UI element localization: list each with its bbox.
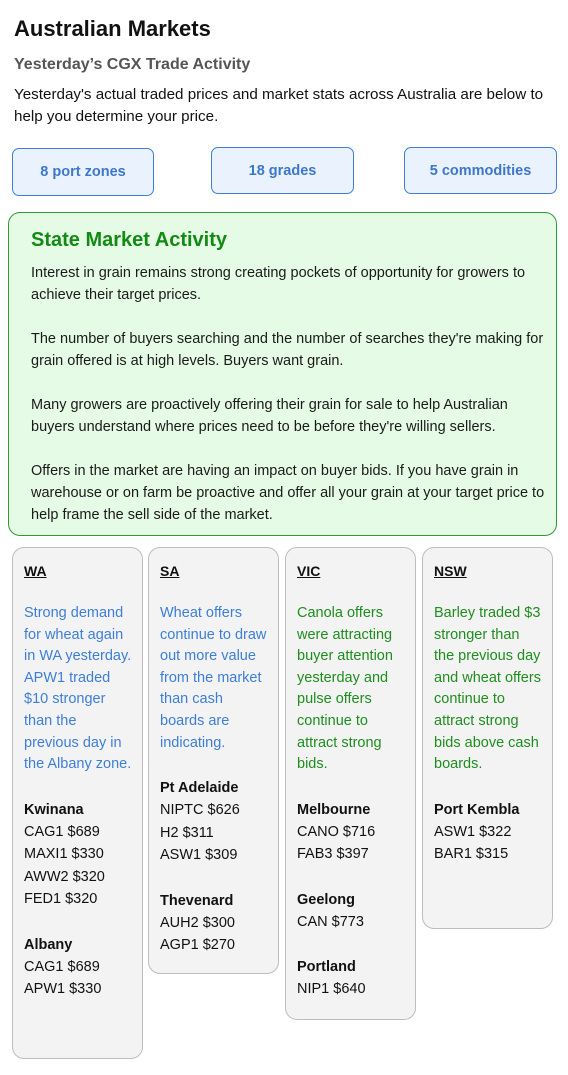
- port-name: Albany: [24, 936, 73, 953]
- grade-price: BAR1 $315: [434, 846, 509, 863]
- activity-paragraph: Many growers are proactively offering their grain for sale to help Australian buyers understand where prices need to be before they're willing sellers.: [31, 397, 508, 435]
- activity-heading: State Market Activity: [31, 229, 227, 251]
- port-name: Melbourne: [297, 801, 371, 818]
- grade-price: AUH2 $300: [160, 914, 235, 931]
- port-block: [434, 799, 542, 866]
- grade-price: CAG1 $689: [24, 958, 100, 975]
- grade-price: AWW2 $320: [24, 868, 105, 885]
- state-link-wa[interactable]: WA: [24, 563, 47, 579]
- grade-price: CAG1 $689: [24, 823, 100, 840]
- activity-paragraphs: [31, 262, 546, 548]
- grade-price: H2 $311: [160, 824, 214, 841]
- port-block: [24, 799, 132, 911]
- port-name: Portland: [297, 959, 356, 976]
- port-block: [160, 890, 268, 957]
- state-card-wa: [12, 547, 143, 1059]
- grade-price: FAB3 $397: [297, 846, 369, 863]
- port-block: [160, 777, 268, 867]
- state-link-vic[interactable]: VIC: [297, 563, 321, 579]
- page-title: Australian Markets: [14, 16, 211, 41]
- state-link-sa[interactable]: SA: [160, 563, 180, 579]
- state-link-nsw[interactable]: NSW: [434, 563, 467, 579]
- port-block: [297, 956, 405, 1001]
- port-block: [297, 889, 405, 934]
- activity-paragraph: Offers in the market are having an impact on buyer bids. If you have grain in warehouse or on farm be proactive and offer all your grain at your target price to help frame the sell side of the market.: [31, 463, 545, 523]
- port-block: [297, 799, 405, 866]
- intro-text: Yesterday's actual traded prices and market stats across Australia are below to help you determine your price.: [14, 86, 544, 125]
- state-card-nsw: [422, 547, 553, 929]
- grades-button[interactable]: 18 grades: [211, 147, 354, 194]
- grade-price: CAN $773: [297, 913, 364, 930]
- grade-price: NIPTC $626: [160, 802, 240, 819]
- state-card-sa: [148, 547, 279, 974]
- grade-price: FED1 $320: [24, 891, 98, 908]
- port-name: Kwinana: [24, 801, 84, 818]
- state-card-vic: [285, 547, 416, 1020]
- state-market-activity-panel: [8, 212, 557, 536]
- state-description: Wheat offers continue to draw out more value from the market than cash boards are indicating.: [160, 605, 267, 751]
- port-name: Thevenard: [160, 892, 234, 909]
- page-subtitle: Yesterday’s CGX Trade Activity: [14, 56, 251, 73]
- port-block: [24, 934, 132, 1001]
- port-name: Pt Adelaide: [160, 780, 239, 797]
- grade-price: AGP1 $270: [160, 937, 235, 954]
- port-zones-button[interactable]: 8 port zones: [12, 148, 154, 196]
- commodities-button[interactable]: 5 commodities: [404, 147, 557, 194]
- grade-price: NIP1 $640: [297, 981, 366, 998]
- activity-paragraph: The number of buyers searching and the number of searches they're making for grain offered is at high levels. Buyers want grain.: [31, 331, 544, 369]
- state-description: Barley traded $3 stronger than the previous day and wheat offers continue to attract strong bids above cash boards.: [434, 605, 541, 773]
- grade-price: ASW1 $309: [160, 847, 238, 864]
- state-description: Strong demand for wheat again in WA yesterday. APW1 traded $10 stronger than the previous day in the Albany zone.: [24, 605, 132, 773]
- grade-price: APW1 $330: [24, 981, 102, 998]
- port-name: Port Kembla: [434, 801, 520, 818]
- port-name: Geelong: [297, 891, 356, 908]
- grade-price: CANO $716: [297, 823, 376, 840]
- grade-price: ASW1 $322: [434, 823, 512, 840]
- state-description: Canola offers were attracting buyer attention yesterday and pulse offers continue to attract strong bids.: [297, 605, 393, 773]
- grade-price: MAXI1 $330: [24, 846, 104, 863]
- activity-paragraph: Interest in grain remains strong creating pockets of opportunity for growers to achieve their target prices.: [31, 265, 526, 303]
